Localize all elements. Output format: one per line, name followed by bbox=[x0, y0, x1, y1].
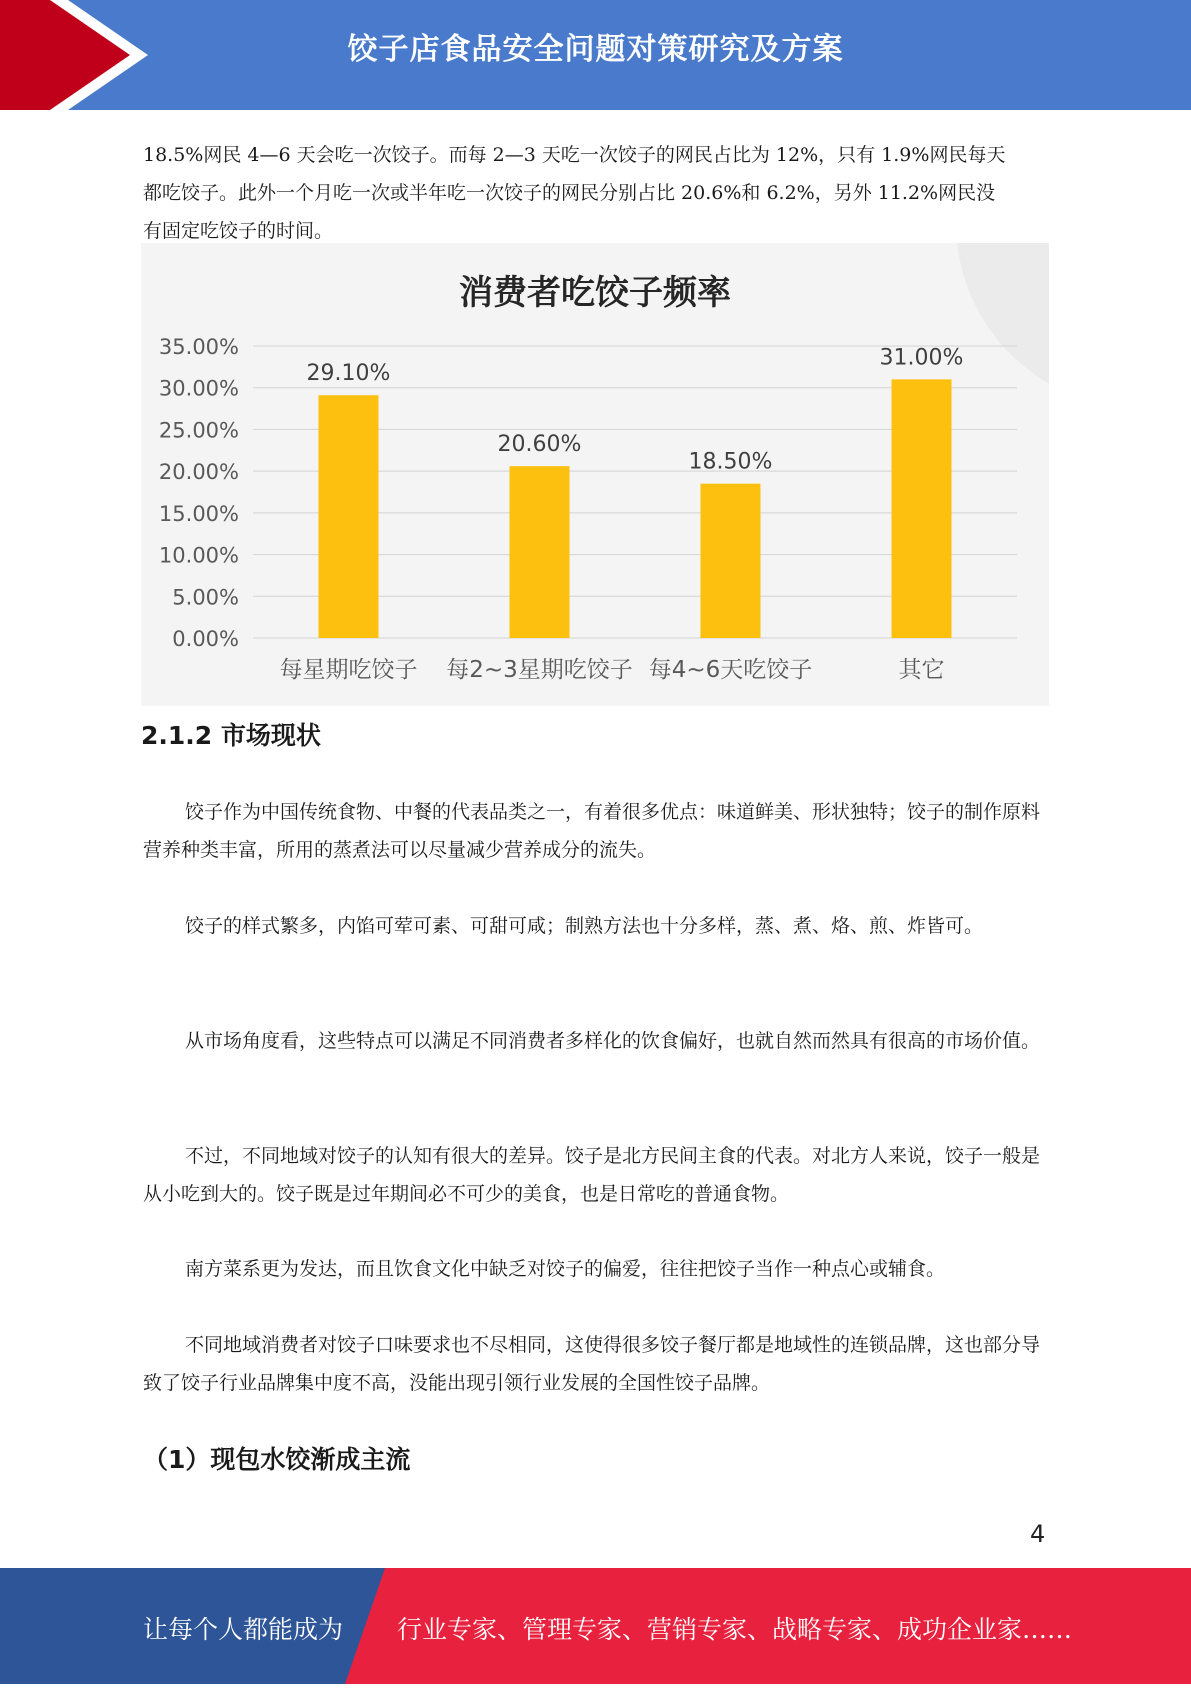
intro-paragraph bbox=[143, 136, 1048, 250]
document-title: 饺子店食品安全问题对策研究及方案 bbox=[347, 32, 844, 67]
x-category-label: 其它 bbox=[898, 657, 945, 683]
bar-4 bbox=[892, 379, 952, 638]
y-tick-label: 10.00% bbox=[158, 543, 239, 568]
bar-2 bbox=[510, 466, 570, 638]
bar-value-label: 29.10% bbox=[306, 361, 391, 387]
paragraph-3: 从市场角度看，这些特点可以满足不同消费者多样化的饮食偏好，也就自然而然具有很高的市场价值。 bbox=[185, 1030, 1041, 1052]
intro-line-1: 18.5%网民 4—6 天会吃一次饺子。而每 2—3 天吃一次饺子的网民占比为 12%，只有 1.9%网民每天 bbox=[143, 144, 1006, 166]
bar-1 bbox=[319, 395, 379, 638]
bar-value-label: 31.00% bbox=[879, 345, 964, 371]
paragraph-1: 饺子作为中国传统食物、中餐的代表品类之一，有着很多优点：味道鲜美、形状独特；饺子的制作原料营养种类丰富，所用的蒸煮法可以尽量减少营养成分的流失。 bbox=[143, 801, 1041, 861]
y-tick-label: 15.00% bbox=[158, 501, 239, 526]
paragraph-2: 饺子的样式繁多，内馅可荤可素、可甜可咸；制熟方法也十分多样，蒸、煮、烙、煎、炸皆可。 bbox=[185, 915, 984, 937]
y-tick-label: 35.00% bbox=[158, 335, 239, 359]
footer-slogan-left: 让每个人都能成为 bbox=[143, 1615, 344, 1644]
page-number: 4 bbox=[1030, 1520, 1046, 1548]
intro-line-3: 有固定吃饺子的时间。 bbox=[143, 220, 334, 242]
footer-slogan-right: 行业专家、管理专家、营销专家、战略专家、成功企业家…… bbox=[397, 1615, 1073, 1644]
y-tick-label: 5.00% bbox=[172, 585, 239, 610]
chart-title: 消费者吃饺子频率 bbox=[459, 273, 731, 313]
bar-3 bbox=[701, 484, 761, 638]
intro-line-2: 都吃饺子。此外一个月吃一次或半年吃一次饺子的网民分别占比 20.6%和 6.2%，另外 11.2%网民没 bbox=[143, 182, 996, 204]
y-tick-label: 0.00% bbox=[172, 627, 239, 651]
paragraph-6: 不同地域消费者对饺子口味要求也不尽相同，这使得很多饺子餐厅都是地域性的连锁品牌，这也部分导致了饺子行业品牌集中度不高，没能出现引领行业发展的全国性饺子品牌。 bbox=[143, 1334, 1041, 1394]
page-header bbox=[0, 0, 1191, 110]
bar-value-label: 20.60% bbox=[497, 432, 582, 458]
x-category-label: 每星期吃饺子 bbox=[279, 657, 418, 683]
paragraph-4: 不过，不同地域对饺子的认知有很大的差异。饺子是北方民间主食的代表。对北方人来说，饺子一般是从小吃到大的。饺子既是过年期间必不可少的美食，也是日常吃的普通食物。 bbox=[143, 1145, 1041, 1205]
x-category-label: 每2~3星期吃饺子 bbox=[446, 657, 633, 683]
subsection-heading: （1）现包水饺渐成主流 bbox=[143, 1445, 411, 1474]
paragraph-5: 南方菜系更为发达，而且饮食文化中缺乏对饺子的偏爱，往往把饺子当作一种点心或辅食。 bbox=[185, 1258, 946, 1280]
x-category-label: 每4~6天吃饺子 bbox=[648, 657, 813, 683]
page-footer bbox=[0, 1568, 1191, 1684]
frequency-chart bbox=[141, 243, 1049, 706]
y-tick-label: 20.00% bbox=[158, 460, 239, 485]
section-heading: 2.1.2 市场现状 bbox=[141, 721, 321, 750]
y-tick-label: 25.00% bbox=[158, 418, 239, 443]
y-tick-label: 30.00% bbox=[158, 376, 239, 401]
bar-value-label: 18.50% bbox=[688, 449, 773, 475]
